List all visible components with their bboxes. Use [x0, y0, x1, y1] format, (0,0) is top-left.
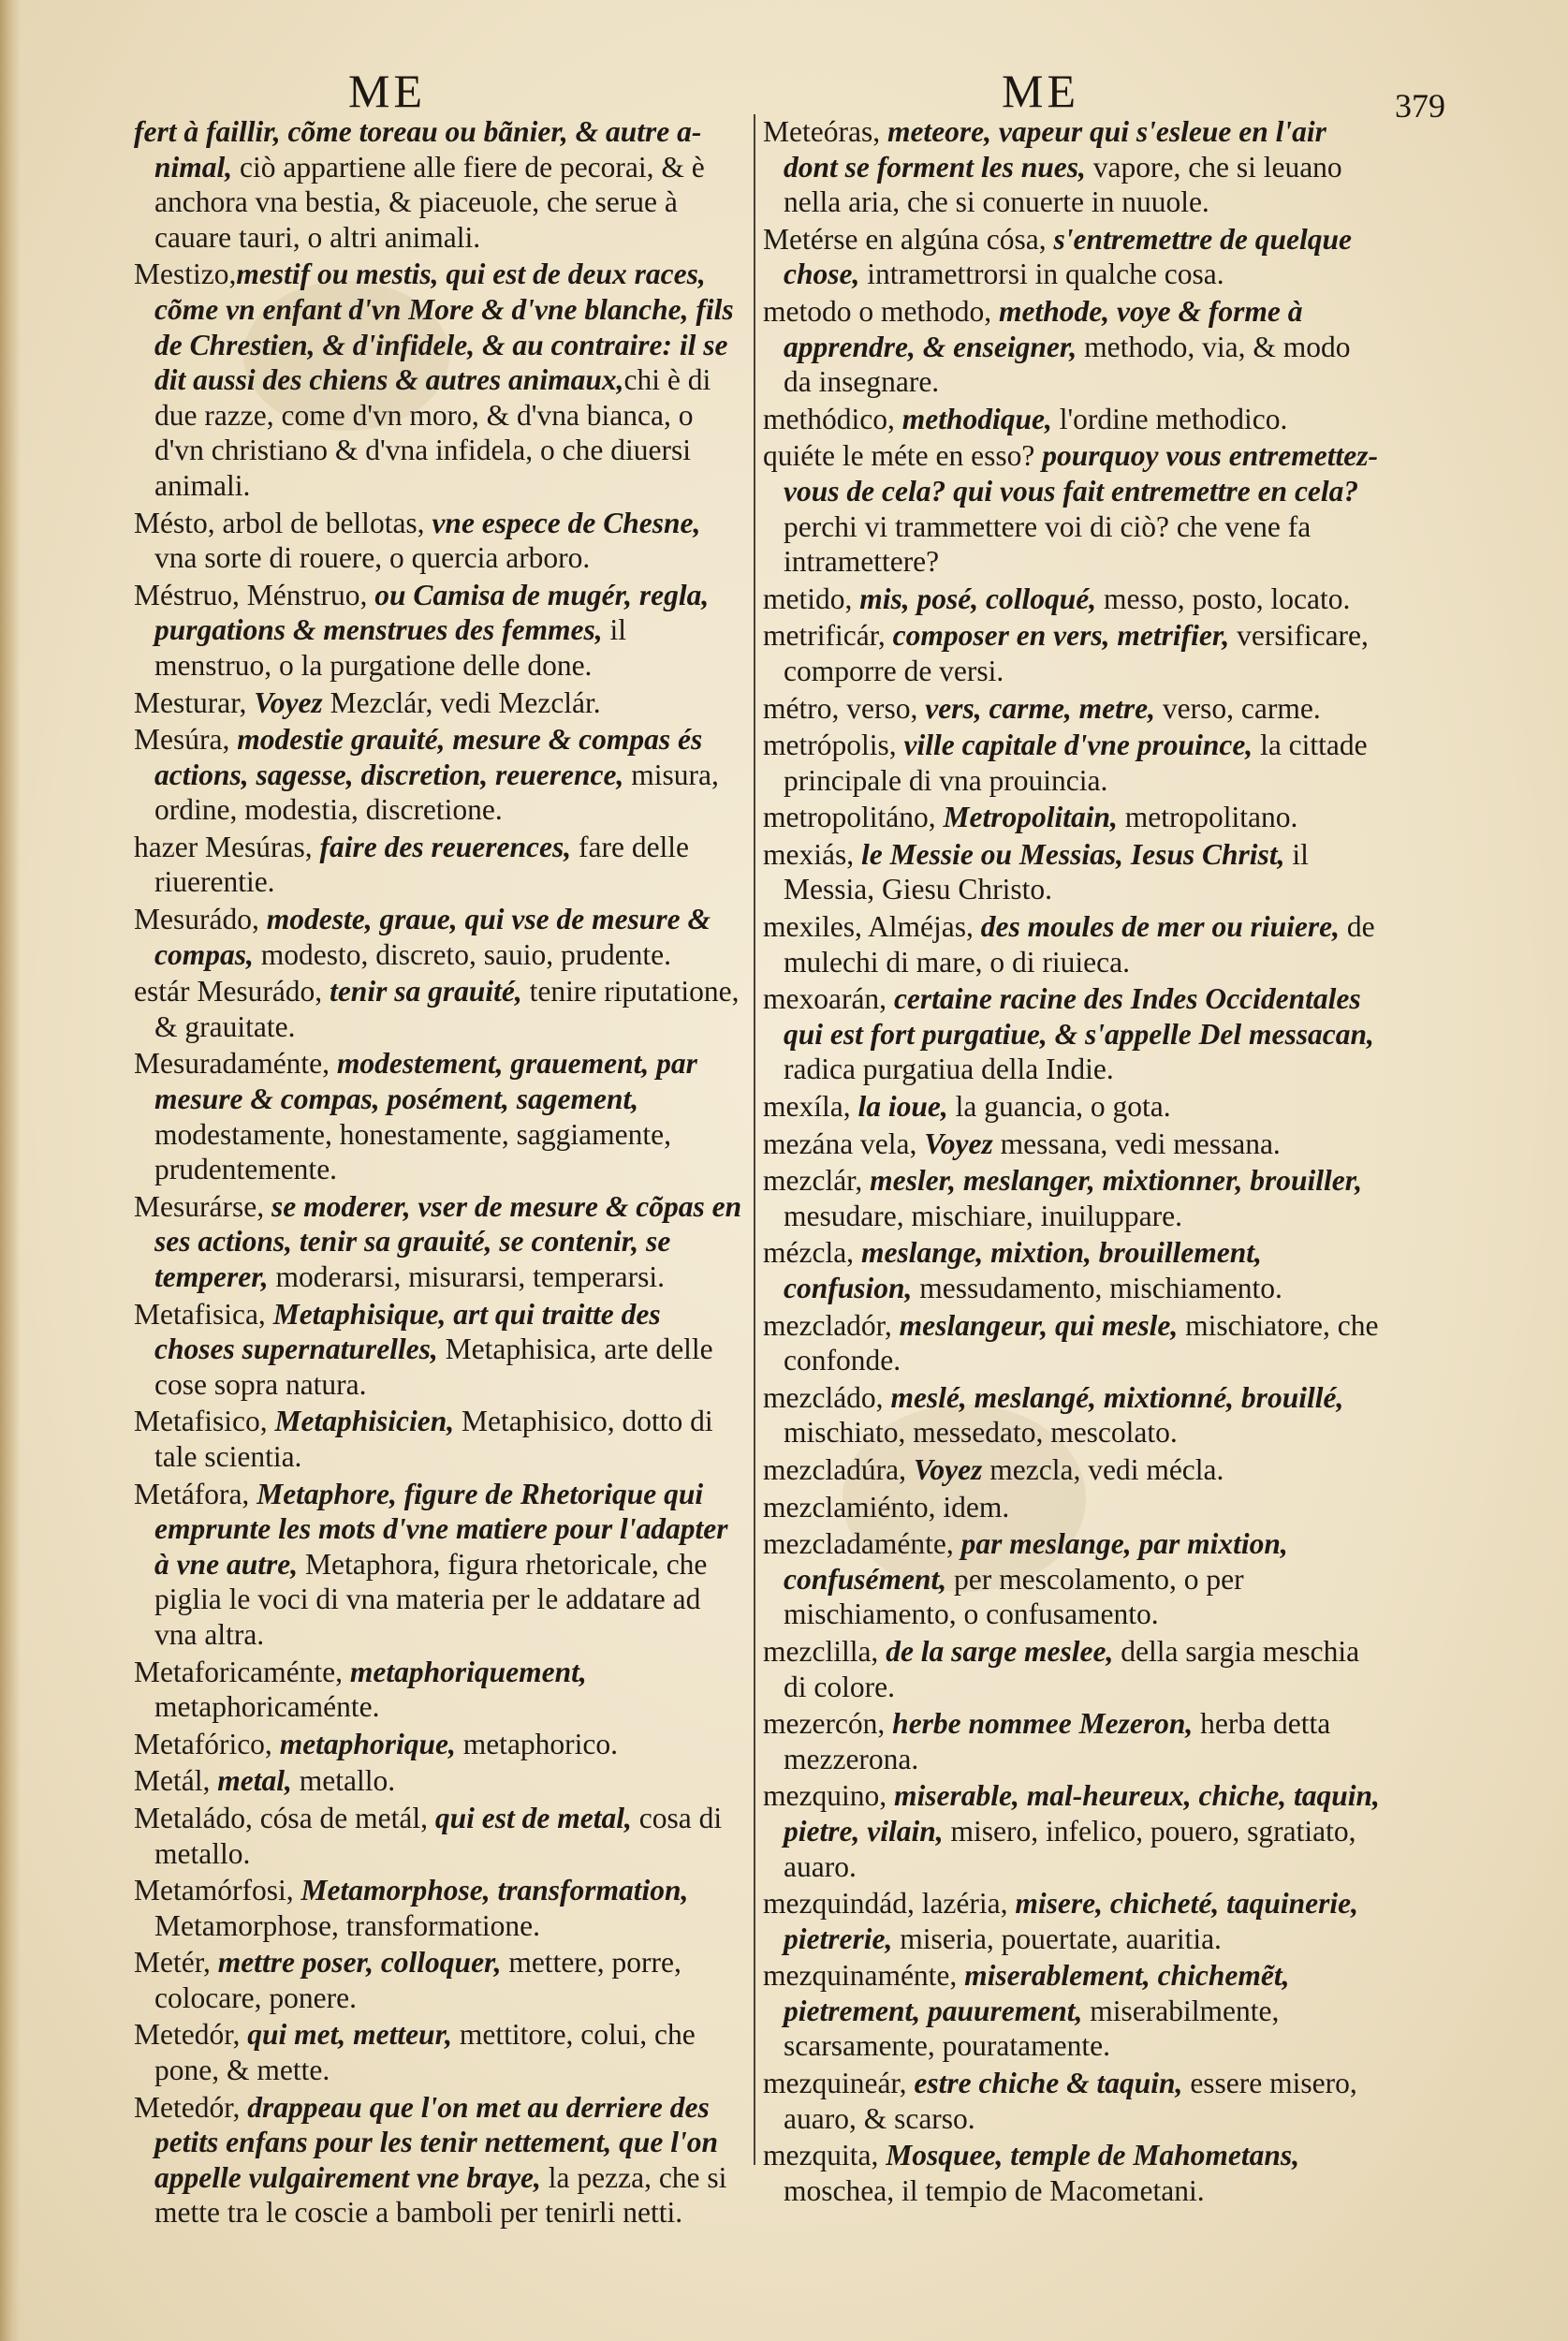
- dictionary-entry: [134, 722, 747, 828]
- running-head-left: ME: [348, 65, 426, 117]
- entry-italian-gloss: ciò appartiene alle fiere de pecorai, & è anchora vna bestia, & piaceuole, che serue à cauare tauri, o altri animali.: [154, 150, 705, 254]
- entry-italian-gloss: Mezclár, vedi Mezclár.: [322, 685, 601, 719]
- entry-headword: methódico,: [763, 402, 902, 435]
- dictionary-entry: [134, 902, 747, 972]
- dictionary-entry: [763, 1886, 1381, 1956]
- entry-headword: mexiás,: [763, 837, 861, 871]
- entry-headword: mexiles, Alméjas,: [763, 910, 981, 944]
- dictionary-entry: [134, 114, 747, 255]
- dictionary-entry: [134, 1189, 747, 1295]
- entry-italian-gloss: tenire riputatione, & grauitate.: [154, 975, 740, 1043]
- entry-french-gloss: Voyez: [924, 1126, 993, 1160]
- dictionary-entry: [763, 1490, 1381, 1525]
- entry-headword: mezána vela,: [763, 1126, 925, 1160]
- entry-headword: mezquino,: [763, 1779, 894, 1813]
- entry-italian-gloss: la cittade principale di vna prouincia.: [784, 729, 1368, 797]
- entry-french-gloss: des moules de mer ou riuiere,: [980, 910, 1340, 944]
- entry-italian-gloss: il menstruo, o la purgatione delle done.: [154, 613, 627, 682]
- dictionary-entry: [763, 1452, 1381, 1488]
- entry-headword: Metaforicaménte,: [134, 1655, 350, 1688]
- dictionary-entry: [763, 2138, 1381, 2208]
- dictionary-entry: [763, 909, 1381, 979]
- dictionary-entry: [763, 1163, 1381, 1233]
- entry-italian-gloss: mettitore, colui, che pone, & mette.: [154, 2018, 696, 2087]
- entry-headword: Mesuradaménte,: [134, 1047, 337, 1081]
- entry-italian-gloss: per mescolamento, o per mischiamento, o confusamento.: [784, 1562, 1244, 1631]
- entry-french-gloss: certaine racine des Indes Occidentales qui est fort purgatiue, & s'appelle Del messacan,: [784, 982, 1374, 1051]
- entry-italian-gloss: moschea, il tempio de Macometani.: [784, 2173, 1205, 2207]
- entry-headword: mézcla,: [763, 1236, 861, 1270]
- entry-italian-gloss: vna sorte di rouere, o quercia arboro.: [154, 541, 591, 575]
- entry-italian-gloss: metaphoricaménte.: [154, 1690, 380, 1724]
- entry-italian-gloss: mettere, porre, colocare, ponere.: [154, 1946, 681, 2014]
- dictionary-entry: [763, 582, 1381, 617]
- entry-italian-gloss: perchi vi trammettere voi di ciò? che vene fa intramettere?: [784, 509, 1312, 579]
- entry-headword: mezquita,: [763, 2139, 887, 2172]
- entry-french-gloss: s'entremettre de quelque chose,: [784, 222, 1352, 291]
- entry-french-gloss: la ioue,: [857, 1090, 948, 1124]
- entry-french-gloss: qui met, metteur,: [247, 2018, 452, 2052]
- entry-headword: Metedór,: [134, 2090, 248, 2124]
- entry-headword: Metér,: [134, 1946, 218, 1980]
- dictionary-entry: [763, 1235, 1381, 1305]
- entry-italian-gloss: Metaphisica, arte delle cose sopra natura.: [154, 1332, 713, 1401]
- entry-headword: mezclár,: [763, 1164, 871, 1198]
- dictionary-entry: [134, 1297, 747, 1403]
- entry-italian-gloss: messo, posto, locato.: [1096, 582, 1351, 615]
- entry-italian-gloss: metropolitano.: [1117, 801, 1298, 834]
- entry-french-gloss: mestif ou mestis, qui est de deux races, cõme vn enfant d'vn More & d'vne blanche, fils de Chrestien, & d'infidele, & au contraire: il se dit aussi des chiens & autres animaux,: [154, 258, 734, 397]
- entry-headword: estár Mesurádo,: [134, 975, 330, 1009]
- entry-french-gloss: drappeau que l'on met au derriere des petits enfans pour les tenir nettement, que l'on appelle vulgairement vne braye,: [154, 2090, 719, 2194]
- entry-italian-gloss: mischiato, messedato, mescolato.: [784, 1416, 1178, 1450]
- entry-italian-gloss: il Messia, Giesu Christo.: [784, 837, 1309, 906]
- entry-french-gloss: modestie grauité, mesure & compas és actions, sagesse, discretion, reuerence,: [154, 723, 703, 791]
- entry-french-gloss: qui est de metal,: [434, 1801, 632, 1834]
- entry-french-gloss: miserablement, chichemẽt, pietrement, pauurement,: [784, 1959, 1290, 2027]
- entry-headword: Meteóras,: [763, 115, 887, 148]
- dictionary-entry: [763, 1706, 1381, 1776]
- entry-french-gloss: Voyez: [913, 1452, 983, 1486]
- entry-french-gloss: metaphorique,: [279, 1727, 456, 1760]
- entry-french-gloss: Mosquee, temple de Mahometans,: [886, 2139, 1300, 2172]
- entry-italian-gloss: herba detta mezzerona.: [784, 1707, 1331, 1775]
- dictionary-entry: [134, 830, 747, 900]
- dictionary-entry: [763, 800, 1381, 835]
- binding-edge: [0, 0, 21, 2341]
- entry-french-gloss: modestement, grauement, par mesure & compas, posément, sagement,: [154, 1047, 697, 1116]
- entry-french-gloss: methode, voye & forme à apprendre, & enseigner,: [784, 294, 1303, 363]
- entry-italian-gloss: moderarsi, misurarsi, temperarsi.: [268, 1260, 665, 1293]
- running-head-right: ME: [1002, 65, 1079, 117]
- entry-italian-gloss: miseria, pouertate, auaritia.: [892, 1921, 1222, 1955]
- dictionary-entry: [763, 438, 1381, 579]
- entry-italian-gloss: de mulechi di mare, o di riuieca.: [784, 910, 1375, 979]
- dictionary-entry: [134, 257, 747, 503]
- entry-french-gloss: misere, chicheté, taquinerie, pietrerie,: [784, 1887, 1358, 1955]
- dictionary-entry: [763, 981, 1381, 1087]
- entry-headword: Metál,: [134, 1764, 218, 1798]
- entry-italian-gloss: modesto, discreto, sauio, prudente.: [253, 937, 672, 971]
- dictionary-entry: [134, 1801, 747, 1871]
- entry-italian-gloss: Metaphisico, dotto di tale scientia.: [154, 1405, 713, 1473]
- entry-italian-gloss: mesudare, mischiare, inuiluppare.: [784, 1199, 1182, 1232]
- dictionary-entry: [134, 2090, 747, 2231]
- entry-french-gloss: meslange, mixtion, brouillement, confusion,: [784, 1236, 1262, 1304]
- entry-headword: mezclilla,: [763, 1634, 887, 1668]
- entry-italian-gloss: Metamorphose, transformatione.: [154, 1908, 541, 1942]
- entry-headword: métro, verso,: [763, 691, 926, 725]
- dictionary-entry: [763, 1526, 1381, 1632]
- dictionary-entry: [134, 1945, 747, 2015]
- entry-italian-gloss: della sargia meschia di colore.: [784, 1634, 1360, 1703]
- dictionary-entry: [763, 222, 1381, 292]
- right-column: [763, 114, 1381, 2210]
- entry-french-gloss: vers, carme, metre,: [925, 691, 1156, 725]
- dictionary-entry: [134, 1046, 747, 1186]
- dictionary-entry: [134, 2017, 747, 2087]
- entry-italian-gloss: verso, carme.: [1155, 691, 1321, 725]
- dictionary-entry: [763, 2066, 1381, 2136]
- entry-headword: mezquinaménte,: [763, 1959, 965, 1993]
- column-rule: [754, 114, 755, 2165]
- dictionary-entry: [763, 1958, 1381, 2064]
- dictionary-entry: [763, 1634, 1381, 1704]
- entry-headword: Mesurárse,: [134, 1189, 271, 1223]
- entry-italian-gloss: cosa di metallo.: [154, 1801, 723, 1870]
- page-number: 379: [1395, 87, 1445, 125]
- entry-french-gloss: modeste, graue, qui vse de mesure & compas,: [154, 903, 711, 971]
- dictionary-entry: [134, 974, 747, 1044]
- entry-french-gloss: mis, posé, colloqué,: [859, 582, 1097, 615]
- entry-headword: Mesurádo,: [134, 903, 267, 936]
- dictionary-entry: [763, 1126, 1381, 1162]
- entry-italian-gloss: essere misero, auaro, & scarso.: [784, 2067, 1357, 2135]
- entry-french-gloss: faire des reuerences,: [319, 830, 572, 863]
- entry-french-gloss: miserable, mal-heureux, chiche, taquin, pietre, vilain,: [784, 1779, 1380, 1848]
- entry-headword: Méstruo, Ménstruo,: [134, 578, 375, 611]
- entry-headword: mezcládo,: [763, 1380, 891, 1414]
- entry-headword: metido,: [763, 582, 860, 615]
- entry-headword: Metamórfosi,: [134, 1874, 301, 1907]
- dictionary-entry: [134, 1477, 747, 1653]
- entry-italian-gloss: vapore, che si leuano nella aria, che si conuerte in nuuole.: [784, 150, 1342, 219]
- entry-italian-gloss: idem.: [943, 1490, 1010, 1524]
- entry-french-gloss: par meslange, par mixtion, confusément,: [784, 1527, 1288, 1596]
- entry-french-gloss: mesler, meslanger, mixtionner, brouiller,: [870, 1164, 1363, 1198]
- entry-french-gloss: Metamorphose, transformation,: [300, 1874, 689, 1907]
- entry-french-gloss: herbe nommee Mezeron,: [892, 1707, 1194, 1741]
- dictionary-entry: [134, 685, 747, 721]
- entry-french-gloss: se moderer, vser de mesure & cõpas en ses actions, tenir sa grauité, se contenir, se temperer,: [154, 1189, 742, 1293]
- entry-italian-gloss: misero, infelico, pouero, sgratiato, auaro.: [784, 1814, 1356, 1883]
- entry-french-gloss: meslangeur, qui mesle,: [899, 1308, 1179, 1342]
- dictionary-entry: [134, 578, 747, 684]
- entry-italian-gloss: mischiatore, che confonde.: [784, 1308, 1379, 1377]
- entry-italian-gloss: radica purgatiua della Indie.: [784, 1053, 1114, 1086]
- entry-french-gloss: methodique,: [901, 402, 1052, 435]
- left-column: [134, 114, 747, 2232]
- entry-french-gloss: de la sarge meslee,: [886, 1634, 1114, 1668]
- entry-french-gloss: ou Camisa de mugér, regla, purgations & menstrues des femmes,: [154, 578, 710, 647]
- entry-italian-gloss: methodo, via, & modo da insegnare.: [784, 330, 1351, 399]
- dictionary-entry: [134, 1727, 747, 1762]
- entry-italian-gloss: miserabilmente, scarsamente, pouratamente.: [784, 1994, 1280, 2063]
- entry-headword: Metafisico,: [134, 1405, 275, 1438]
- entry-headword: mexíla,: [763, 1090, 858, 1124]
- dictionary-entry: [763, 691, 1381, 727]
- dictionary-entry: [763, 114, 1381, 220]
- entry-french-gloss: estre chiche & taquin,: [914, 2067, 1183, 2100]
- entry-italian-gloss: chi è di due razze, come d'vn moro, & d'vna bianca, o d'vn christiano & d'vna infidela, o che diuersi animali.: [154, 363, 711, 502]
- entry-french-gloss: Metaphisique, art qui traitte des choses supernaturelles,: [154, 1297, 661, 1366]
- entry-french-gloss: tenir sa grauité,: [330, 975, 522, 1009]
- entry-french-gloss: vne espece de Chesne,: [432, 506, 701, 539]
- entry-headword: mezquineár,: [763, 2067, 915, 2100]
- entry-french-gloss: mettre poser, colloquer,: [217, 1946, 502, 1980]
- entry-french-gloss: fert à faillir, cõme toreau ou bãnier, & autre a-nimal,: [134, 115, 702, 184]
- entry-headword: quiéte le méte en esso?: [763, 439, 1043, 473]
- entry-italian-gloss: metallo.: [291, 1764, 396, 1798]
- entry-italian-gloss: messudamento, mischiamento.: [912, 1272, 1282, 1304]
- entry-italian-gloss: l'ordine methodico.: [1051, 402, 1288, 435]
- dictionary-entry: [134, 1404, 747, 1474]
- dictionary-entry: [134, 1873, 747, 1943]
- entry-italian-gloss: intramettrorsi in qualche cosa.: [859, 258, 1224, 291]
- entry-headword: Mestizo,: [134, 258, 237, 291]
- entry-headword: Mesúra,: [134, 723, 238, 757]
- dictionary-entry: [763, 294, 1381, 400]
- dictionary-entry: [763, 618, 1381, 688]
- dictionary-entry: [134, 1763, 747, 1799]
- entry-headword: mezcladaménte,: [763, 1527, 961, 1561]
- entry-french-gloss: composer en vers, metrifier,: [892, 619, 1230, 653]
- dictionary-entry: [763, 837, 1381, 907]
- entry-italian-gloss: misura, ordine, modestia, discretione.: [154, 758, 719, 827]
- entry-italian-gloss: la guancia, o gota.: [947, 1090, 1171, 1124]
- entry-headword: hazer Mesúras,: [134, 830, 320, 863]
- entry-french-gloss: pourquoy vous entremettez-vous de cela? qui vous fait entremettre en cela?: [784, 439, 1379, 508]
- entry-headword: metropolitáno,: [763, 801, 944, 834]
- entry-french-gloss: Voyez: [254, 685, 323, 719]
- entry-french-gloss: Metaphisicien,: [274, 1405, 455, 1438]
- entry-french-gloss: meslé, meslangé, mixtionné, brouillé,: [890, 1380, 1344, 1414]
- entry-headword: Metérse en algúna cósa,: [763, 222, 1054, 256]
- entry-italian-gloss: Metaphora, figura rhetoricale, che piglia le voci di vna materia per le addatare ad vna altra.: [154, 1547, 708, 1651]
- entry-italian-gloss: mezcla, vedi mécla.: [982, 1452, 1224, 1486]
- entry-italian-gloss: metaphorico.: [455, 1727, 619, 1760]
- entry-headword: Metafisica,: [134, 1297, 273, 1331]
- entry-headword: Metaládo, cósa de metál,: [134, 1801, 435, 1834]
- entry-headword: mezcladúra,: [763, 1452, 914, 1486]
- entry-french-gloss: metaphoriquement,: [349, 1655, 587, 1688]
- entry-headword: Mesturar,: [134, 685, 255, 719]
- entry-italian-gloss: messana, vedi messana.: [992, 1126, 1281, 1160]
- entry-french-gloss: metal,: [217, 1764, 292, 1798]
- entry-headword: metrópolis,: [763, 729, 904, 762]
- entry-french-gloss: le Messie ou Messias, Iesus Christ,: [860, 837, 1285, 871]
- entry-headword: metodo o methodo,: [763, 294, 999, 328]
- entry-italian-gloss: versificare, comporre de versi.: [784, 619, 1369, 687]
- entry-headword: mexoarán,: [763, 982, 894, 1016]
- entry-italian-gloss: la pezza, che si mette tra le coscie a bamboli per tenirli netti.: [154, 2160, 727, 2230]
- entry-headword: mezercón,: [763, 1707, 893, 1741]
- entry-french-gloss: Metropolitain,: [943, 801, 1118, 834]
- entry-french-gloss: ville capitale d'vne prouince,: [903, 729, 1253, 762]
- dictionary-entry: [134, 1655, 747, 1725]
- entry-headword: Metáfora,: [134, 1477, 257, 1510]
- entry-headword: mezcladór,: [763, 1308, 900, 1342]
- dictionary-entry: [763, 1380, 1381, 1450]
- entry-french-gloss: Metaphore, figure de Rhetorique qui emprunte les mots d'vne matiere pour l'adapter à vne autre,: [154, 1477, 728, 1581]
- dictionary-entry: [763, 1308, 1381, 1378]
- entry-headword: Mésto, arbol de bellotas,: [134, 506, 432, 539]
- dictionary-entry: [134, 506, 747, 576]
- entry-headword: Metafórico,: [134, 1727, 280, 1760]
- dictionary-entry: [763, 728, 1381, 798]
- entry-french-gloss: meteore, vapeur qui s'esleue en l'air dont se forment les nues,: [784, 115, 1326, 184]
- dictionary-entry: [763, 1778, 1381, 1884]
- entry-headword: Metedór,: [134, 2018, 248, 2052]
- dictionary-entry: [763, 1089, 1381, 1125]
- dictionary-entry: [763, 402, 1381, 437]
- entry-headword: mezquindád, lazéria,: [763, 1887, 1016, 1921]
- entry-italian-gloss: modestamente, honestamente, saggiamente, prudentemente.: [154, 1117, 671, 1186]
- entry-italian-gloss: fare delle riuerentie.: [154, 830, 690, 899]
- entry-headword: metrificár,: [763, 619, 893, 653]
- entry-headword: mezclamiénto,: [763, 1490, 944, 1524]
